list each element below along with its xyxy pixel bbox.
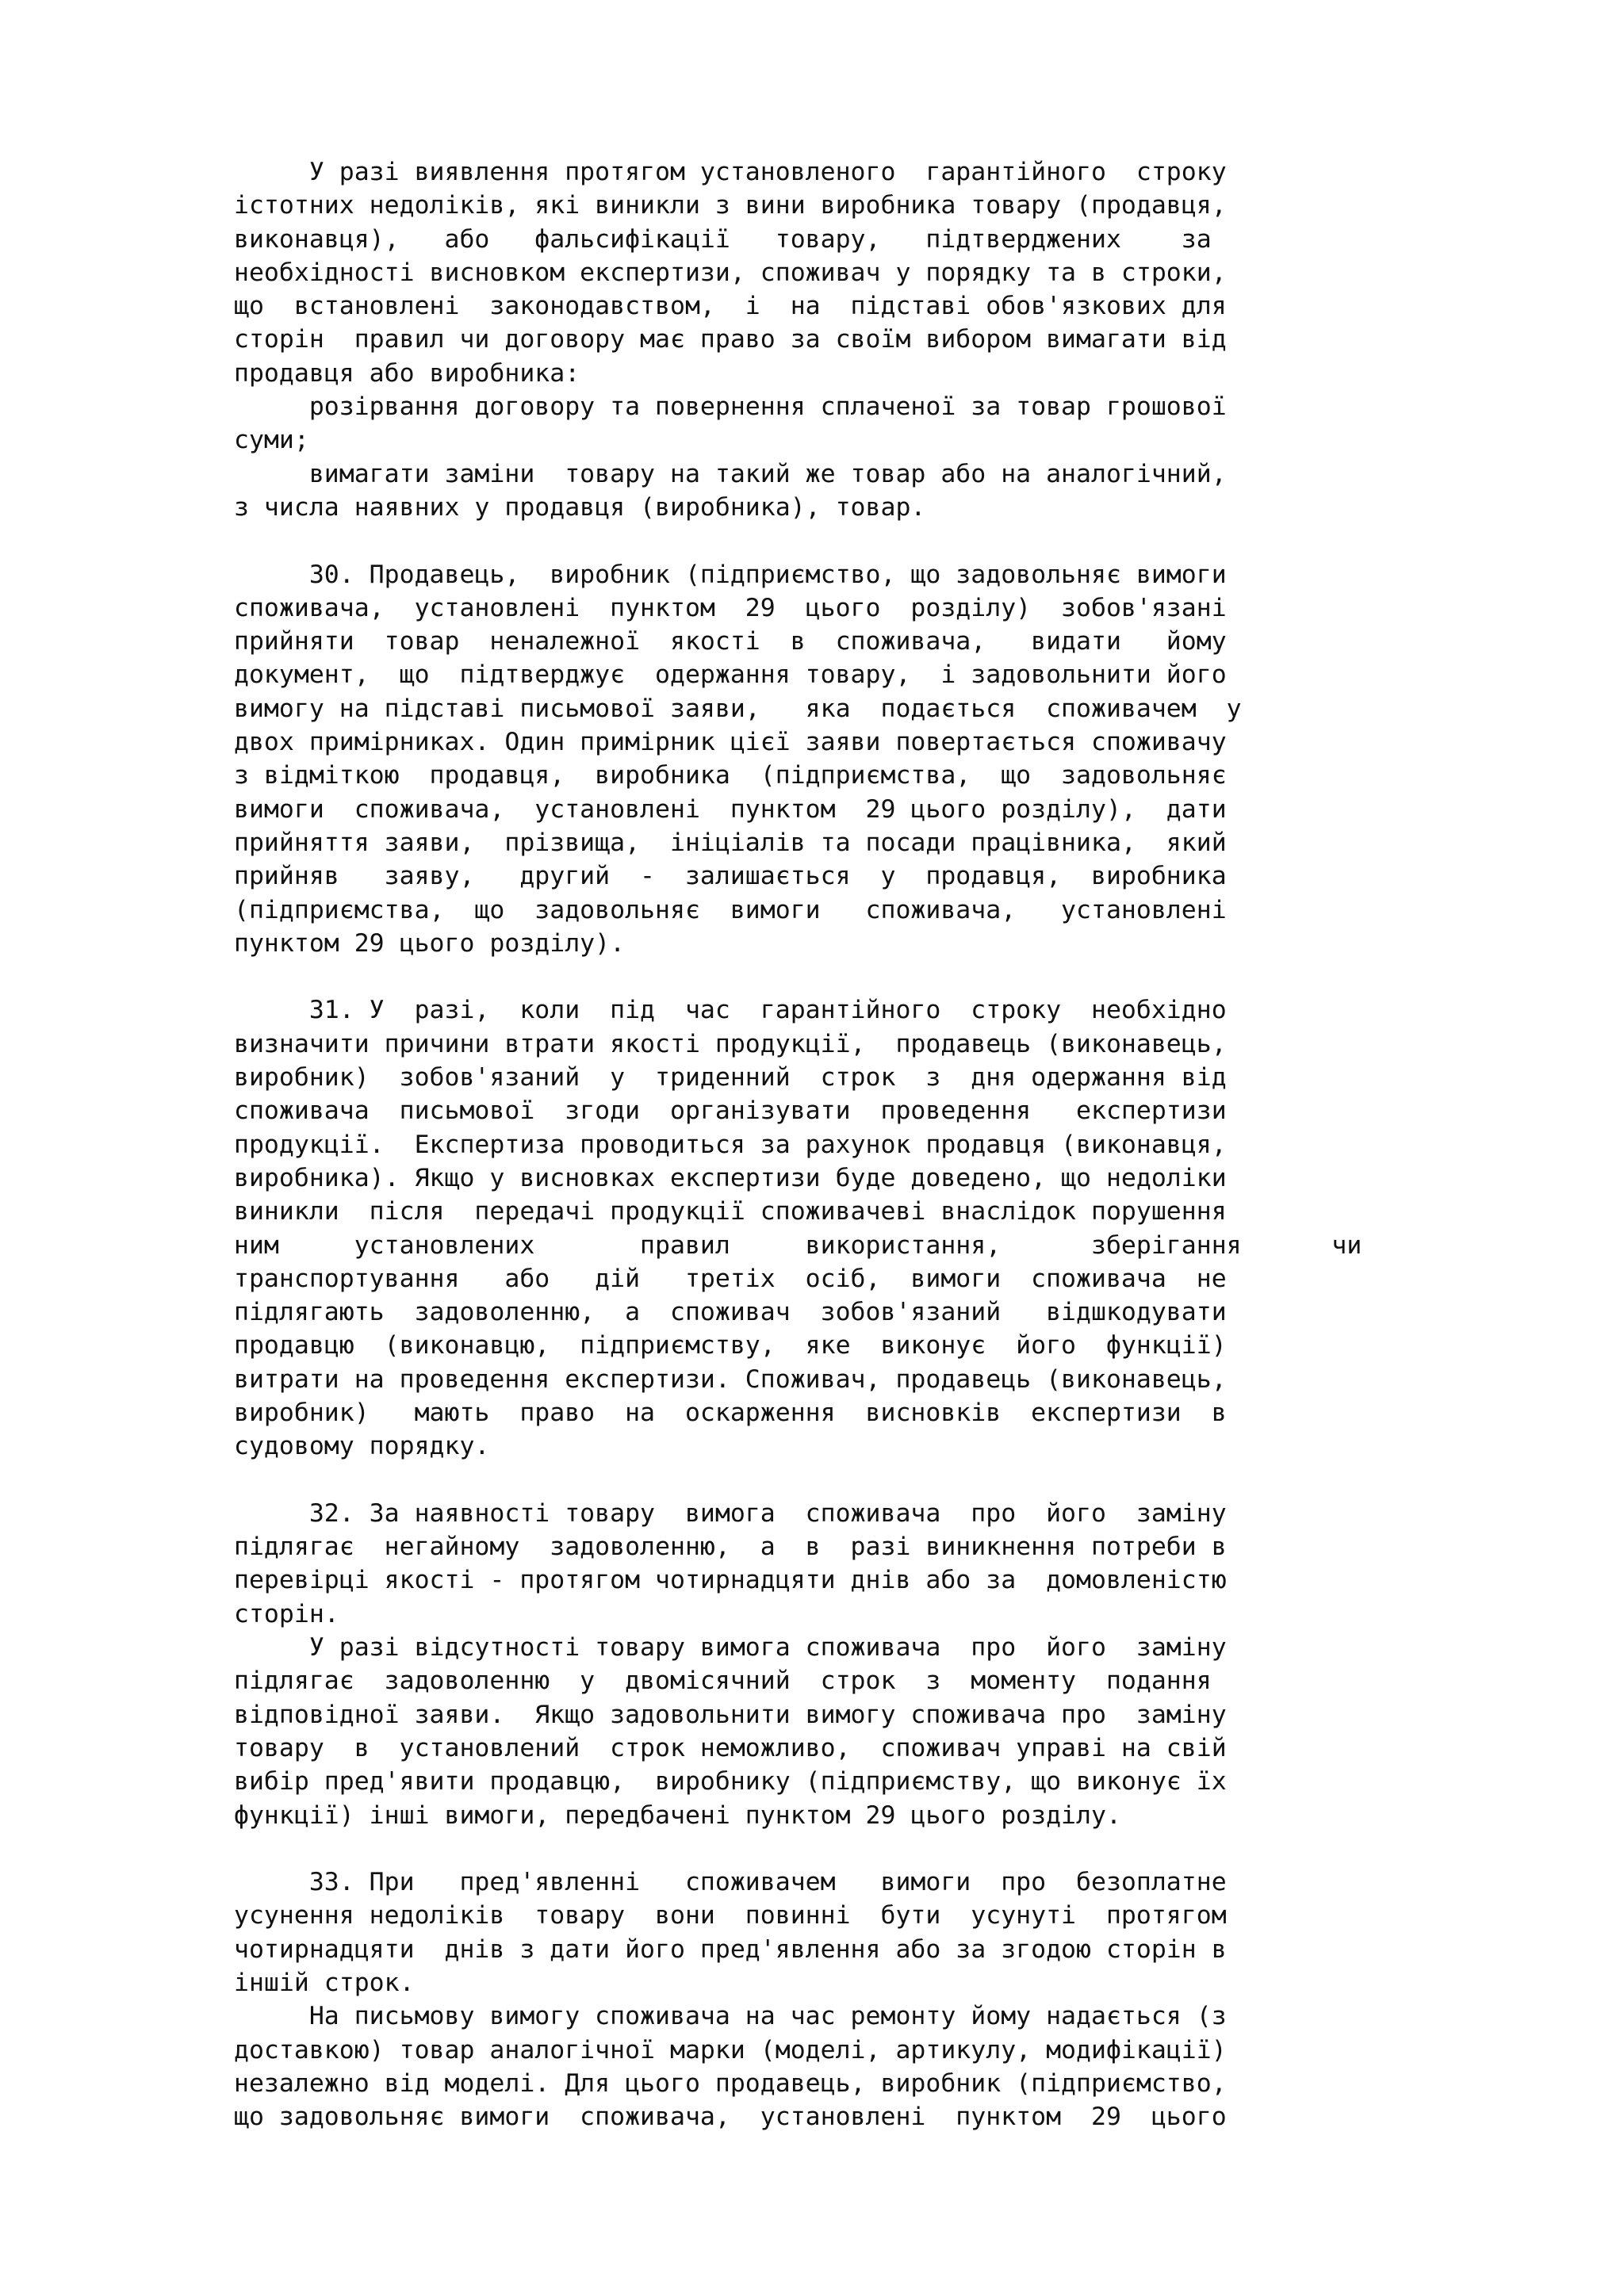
text-line: доставкою) товар аналогічної марки (моделі, артикулу, модифікації) <box>234 2035 1227 2064</box>
text-line: сторін. <box>234 1599 339 1628</box>
text-line: виникли після передачі продукції споживачеві внаслідок порушення <box>234 1197 1227 1226</box>
text-line: транспортування або дій третіх осіб, вимоги споживача не <box>234 1264 1227 1293</box>
text-line: споживача письмової згоди організувати проведення експертизи <box>234 1096 1227 1126</box>
text-line: суми; <box>234 426 309 455</box>
text-line: необхідності висновком експертизи, споживач у порядку та в строки, <box>234 258 1227 287</box>
text-line: іншій строк. <box>234 1969 415 1998</box>
text-line: підлягає задоволенню у двомісячний строк з моменту подання <box>234 1667 1212 1696</box>
text-line: виконавця), або фальсифікації товару, підтверджених за <box>234 224 1212 254</box>
text-line: двох примірниках. Один примірник цієї заяви повертається споживачу <box>234 728 1227 757</box>
text-line: вимоги споживача, установлені пунктом 29 цього розділу), дати <box>234 794 1227 824</box>
text-line: розірвання договору та повернення сплаченої за товар грошової <box>234 392 1227 422</box>
text-line: що задовольняє вимоги споживача, установлені пунктом 29 цього <box>234 2103 1227 2132</box>
text-line: виробник) мають право на оскарження висновків експертизи в <box>234 1398 1227 1427</box>
blank-line <box>234 960 1281 993</box>
text-line: На письмову вимогу споживача на час ремонту йому надається (з <box>234 2002 1227 2031</box>
text-line: ним установлених правил використання, зберігання чи <box>234 1230 1362 1260</box>
text-line: відповідної заяви. Якщо задовольнити вимогу споживача про заміну <box>234 1700 1227 1729</box>
text-line: незалежно від моделі. Для цього продавець, виробник (підприємство, <box>234 2068 1227 2098</box>
text-line: продукції. Експертиза проводиться за рахунок продавця (виконавця, <box>234 1130 1227 1159</box>
text-line: усунення недоліків товару вони повинні бути усунуті протягом <box>234 1901 1227 1931</box>
text-line: прийняв заяву, другий - залишається у продавця, виробника <box>234 862 1227 891</box>
text-line: з числа наявних у продавця (виробника), товар. <box>234 492 926 522</box>
text-line: У разі відсутності товару вимога споживача про його заміну <box>234 1633 1227 1663</box>
text-line: У разі виявлення протягом установленого гарантійного строку <box>234 158 1227 186</box>
text-line: з відміткою продавця, виробника (підприємства, що задовольняє <box>234 761 1227 790</box>
blank-line <box>234 1832 1281 1866</box>
text-line: вимогу на підставі письмової заяви, яка подається споживачем у <box>234 694 1242 723</box>
text-line: 31. У разі, коли під час гарантійного строку необхідно <box>234 996 1227 1025</box>
text-line: що встановлені законодавством, і на підставі обов'язкових для <box>234 292 1227 321</box>
text-line: товару в установлений строк неможливо, споживач управі на свій <box>234 1733 1227 1762</box>
blank-line <box>234 524 1281 557</box>
text-line: прийняти товар неналежної якості в споживача, видати йому <box>234 627 1227 656</box>
text-line: судовому порядку. <box>234 1432 490 1461</box>
text-line: підлягає негайному задоволенню, а в разі виникнення потреби в <box>234 1533 1227 1562</box>
text-line: виробник) зобов'язаний у триденний строк з дня одержання від <box>234 1063 1227 1093</box>
text-line: 32. За наявності товару вимога споживача про його заміну <box>234 1498 1227 1528</box>
document-text <box>234 155 1362 2134</box>
text-line: функції) інші вимоги, передбачені пунктом 29 цього розділу. <box>234 1800 1121 1830</box>
text-line: прийняття заяви, прізвища, ініціалів та посади працівника, який <box>234 828 1227 857</box>
text-line: вимагати заміни товару на такий же товар або на аналогічний, <box>234 459 1227 488</box>
text-line: пунктом 29 цього розділу). <box>234 928 626 958</box>
blank-line <box>234 1464 1281 1497</box>
text-line: вибір пред'явити продавцю, виробнику (підприємству, що виконує їх <box>234 1767 1227 1797</box>
text-line: 30. Продавець, виробник (підприємство, що задовольняє вимоги <box>234 560 1227 589</box>
text-line: істотних недоліків, які виникли з вини виробника товару (продавця, <box>234 191 1227 220</box>
text-line: документ, що підтверджує одержання товару, і задовольнити його <box>234 660 1227 690</box>
text-line: визначити причини втрати якості продукції, продавець (виконавець, <box>234 1029 1227 1058</box>
text-line: виробника). Якщо у висновках експертизи буде доведено, що недоліки <box>234 1163 1227 1192</box>
text-line: сторін правил чи договору має право за своїм вибором вимагати від <box>234 325 1227 354</box>
text-line: продавцю (виконавцю, підприємству, яке виконує його функції) <box>234 1331 1227 1360</box>
text-line: продавця або виробника: <box>234 358 580 388</box>
text-line: чотирнадцяти днів з дати його пред'явлення або за згодою сторін в <box>234 1934 1227 1964</box>
text-line: споживача, установлені пунктом 29 цього розділу) зобов'язані <box>234 593 1227 622</box>
text-line: перевірці якості - протягом чотирнадцяти днів або за домовленістю <box>234 1566 1227 1595</box>
text-line: витрати на проведення експертизи. Споживач, продавець (виконавець, <box>234 1364 1227 1394</box>
text-line: (підприємства, що задовольняє вимоги споживача, установлені <box>234 895 1227 924</box>
text-line: підлягають задоволенню, а споживач зобов'язаний відшкодувати <box>234 1298 1227 1327</box>
text-line: 33. При пред'явленні споживачем вимоги про безоплатне <box>234 1868 1227 1897</box>
